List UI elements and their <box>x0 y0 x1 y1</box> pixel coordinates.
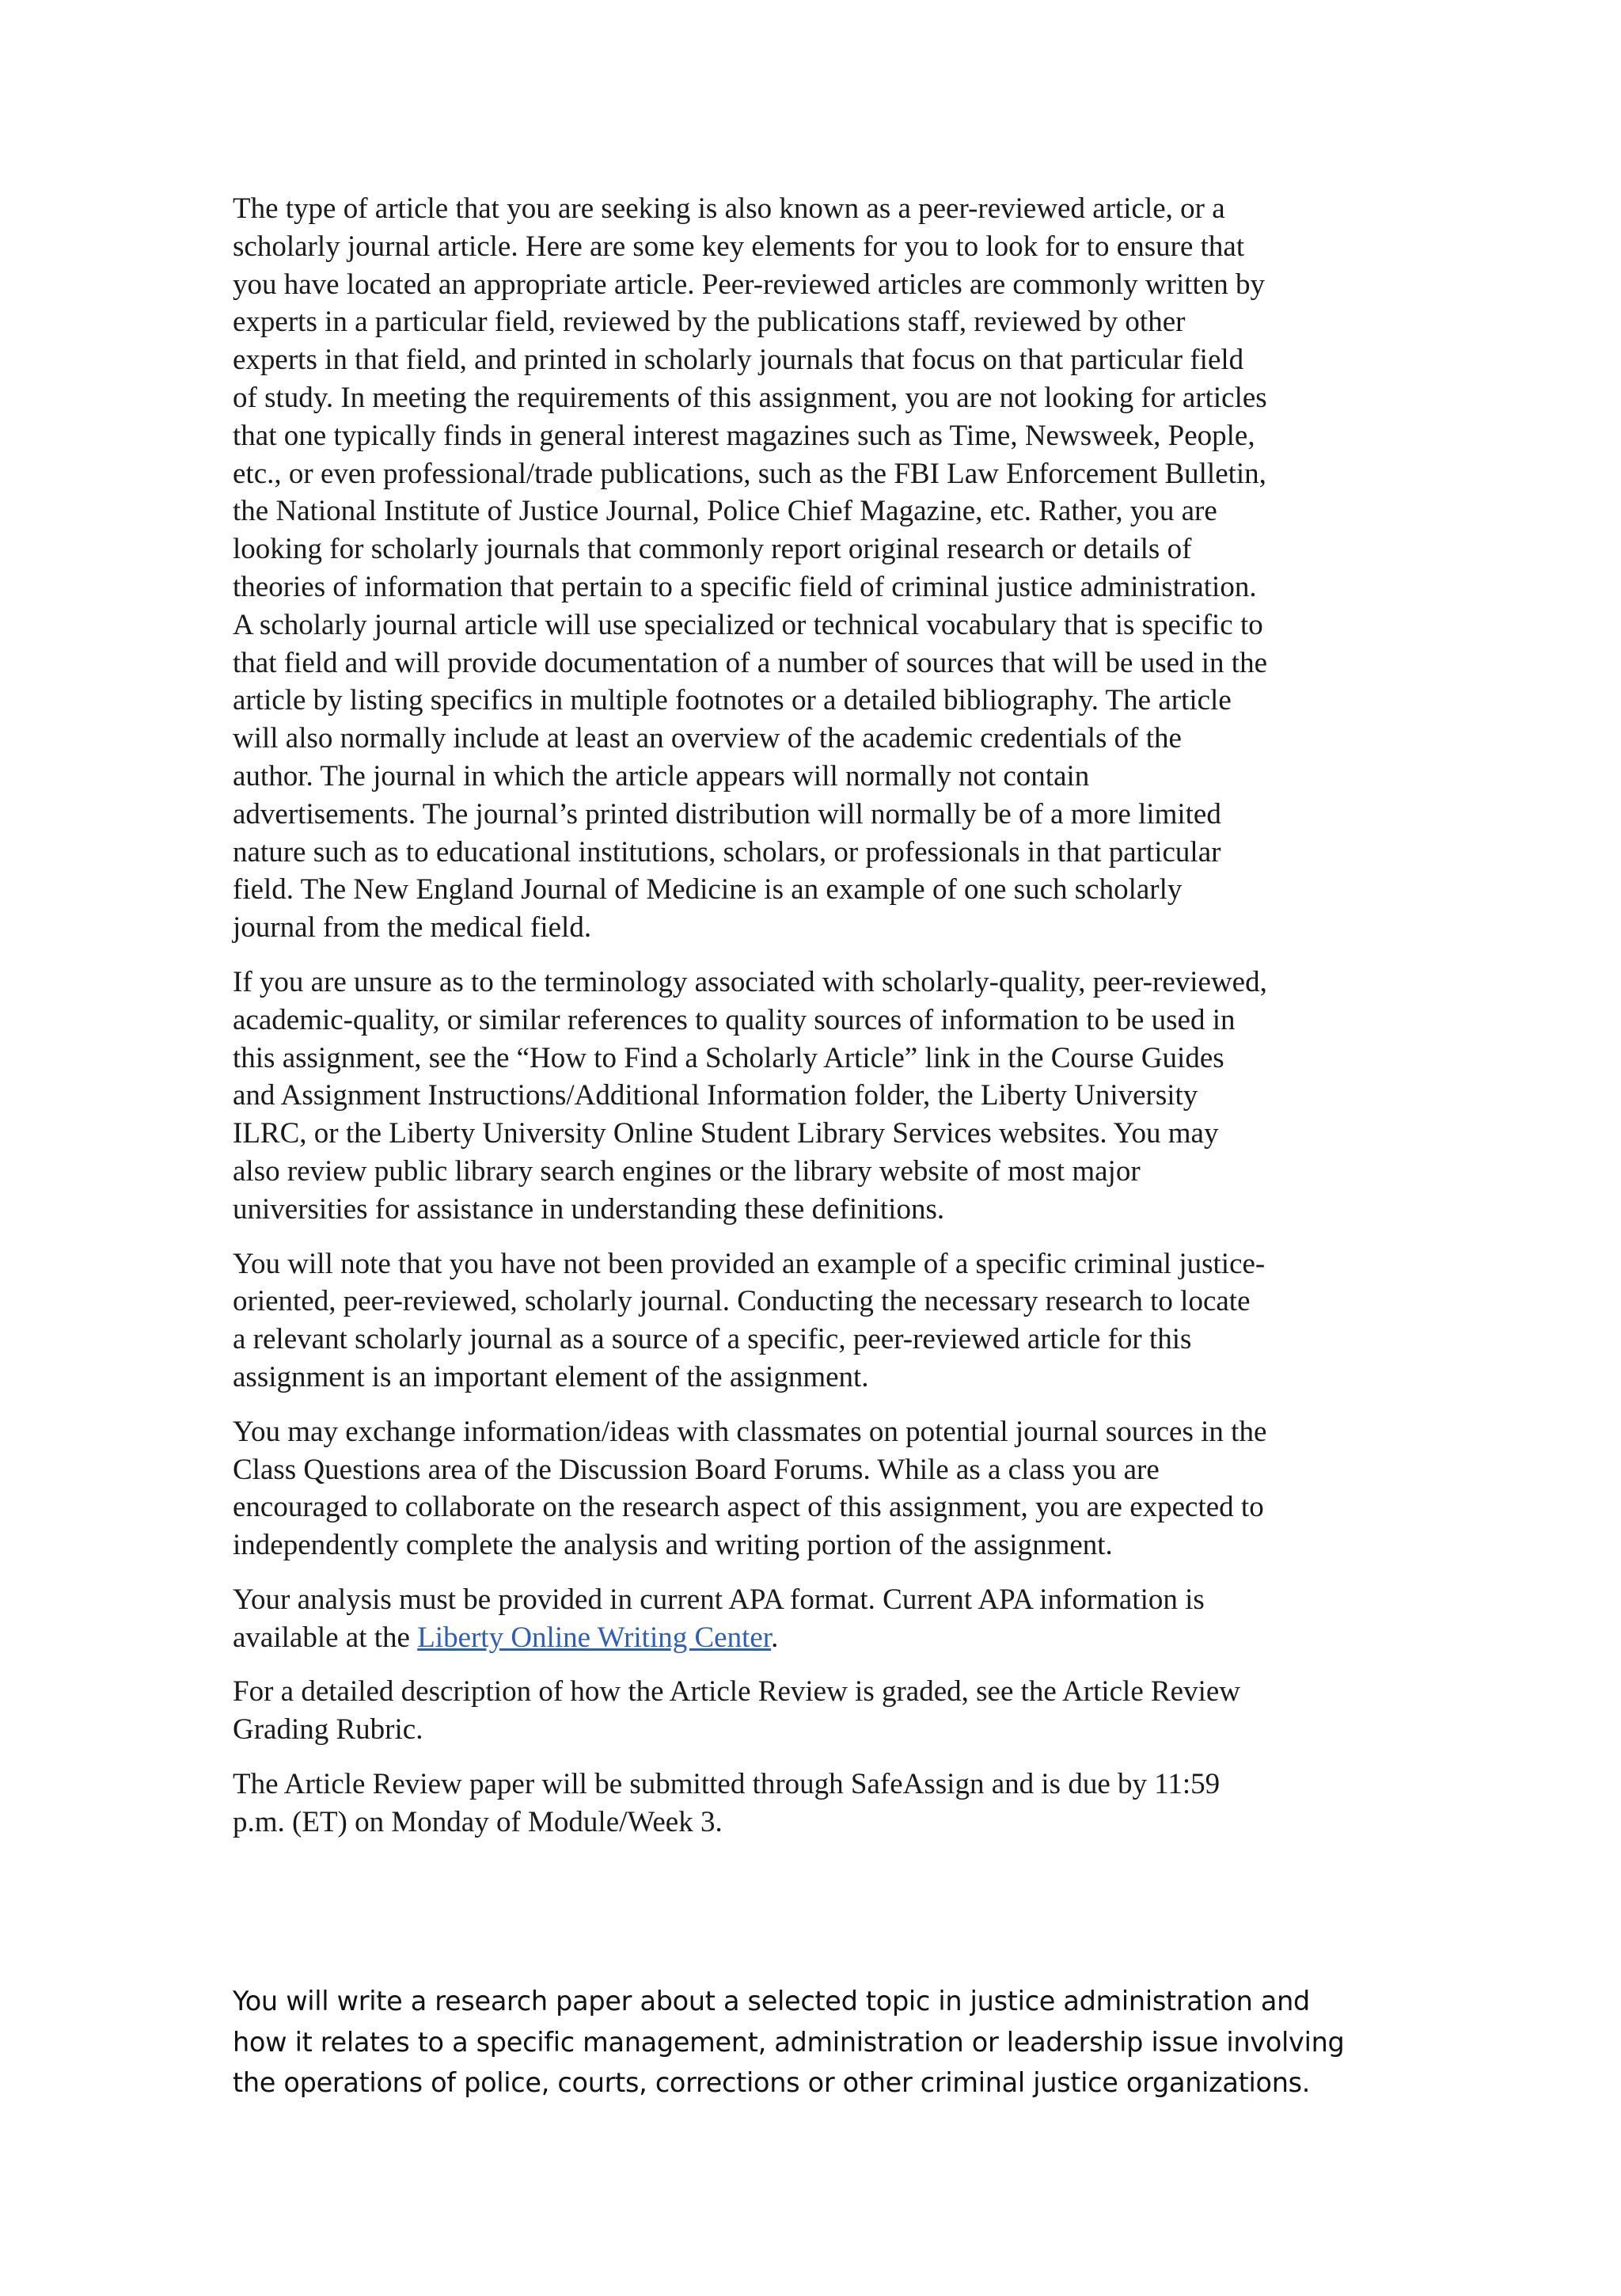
paragraph-peer-reviewed-definition <box>233 190 1420 947</box>
text-line: ILRC, or the Liberty University Online Student Library Services websites. You may <box>233 1117 1219 1150</box>
text-line: advertisements. The journal’s printed distribution will normally be of a more limited <box>233 797 1221 831</box>
assignment-instructions <box>233 190 1420 1858</box>
text-line: universities for assistance in understanding these definitions. <box>233 1192 945 1226</box>
text-line: author. The journal in which the article appears will normally not contain <box>233 759 1090 793</box>
text-line: academic-quality, or similar references to quality sources of information to be used in <box>233 1003 1236 1036</box>
text-line: The Article Review paper will be submitted through SafeAssign and is due by 11:59 <box>233 1768 1220 1801</box>
paragraph-submission-deadline <box>233 1766 1420 1842</box>
text-line: encouraged to collaborate on the research aspect of this assignment, you are expected to <box>233 1491 1264 1524</box>
text-line: article by listing specifics in multiple footnotes or a detailed bibliography. The article <box>233 684 1232 717</box>
liberty-online-writing-center-link[interactable]: Liberty Online Writing Center <box>417 1621 772 1654</box>
text-line: Grading Rubric. <box>233 1713 423 1747</box>
text-line: and Assignment Instructions/Additional Information folder, the Liberty University <box>233 1079 1198 1112</box>
paragraph-apa-format <box>233 1581 1420 1657</box>
text-line: For a detailed description of how the Article Review is graded, see the Article Review <box>233 1675 1241 1709</box>
text-line: Your analysis must be provided in current APA format. Current APA information is <box>233 1583 1205 1616</box>
text-line: looking for scholarly journals that commonly report original research or details of <box>233 533 1192 566</box>
text-line: that one typically finds in general interest magazines such as Time, Newsweek, People, <box>233 419 1255 452</box>
text-line: independently complete the analysis and writing portion of the assignment. <box>233 1529 1113 1562</box>
text-line: theories of information that pertain to a specific field of criminal justice administration. <box>233 570 1257 603</box>
text-line: You will write a research paper about a selected topic in justice administration and <box>233 1986 1310 2017</box>
text-fragment: . <box>771 1621 779 1654</box>
text-line: You will note that you have not been provided an example of a specific criminal justice- <box>233 1247 1266 1280</box>
paragraph-terminology <box>233 964 1420 1229</box>
text-line <box>233 1619 1420 1657</box>
text-line: journal from the medical field. <box>233 911 592 945</box>
text-line: p.m. (ET) on Monday of Module/Week 3. <box>233 1805 723 1838</box>
text-line: scholarly journal article. Here are some key elements for you to look for to ensure that <box>233 230 1245 263</box>
text-line: how it relates to a specific management, administration or leadership issue involving <box>233 2026 1345 2058</box>
text-line: etc., or even professional/trade publications, such as the FBI Law Enforcement Bulletin, <box>233 457 1266 490</box>
text-line: also review public library search engines or the library website of most major <box>233 1154 1141 1188</box>
text-line: field. The New England Journal of Medicine is an example of one such scholarly <box>233 873 1183 907</box>
text-line: you have located an appropriate article. Peer-reviewed articles are commonly written by <box>233 268 1265 301</box>
text-line: of study. In meeting the requirements of this assignment, you are not looking for articles <box>233 381 1267 414</box>
text-line: a relevant scholarly journal as a source of a specific, peer-reviewed article for this <box>233 1323 1192 1356</box>
text-line: experts in a particular field, reviewed by the publications staff, reviewed by other <box>233 306 1186 339</box>
text-line: will also normally include at least an overview of the academic credentials of the <box>233 722 1182 755</box>
text-line: The type of article that you are seeking is also known as a peer-reviewed article, or a <box>233 192 1225 225</box>
text-line: this assignment, see the “How to Find a Scholarly Article” link in the Course Guides <box>233 1041 1224 1074</box>
text-fragment: available at the <box>233 1621 418 1654</box>
research-paper-summary <box>233 1981 1420 2104</box>
text-line: the National Institute of Justice Journal, Police Chief Magazine, etc. Rather, you are <box>233 495 1217 528</box>
text-line: A scholarly journal article will use specialized or technical vocabulary that is specific to <box>233 608 1263 641</box>
text-line: assignment is an important element of the assignment. <box>233 1360 869 1393</box>
paragraph-collaboration <box>233 1413 1420 1564</box>
paragraph-grading-rubric <box>233 1673 1420 1749</box>
text-line: experts in that field, and printed in scholarly journals that focus on that particular field <box>233 344 1244 377</box>
paragraph-no-example-provided <box>233 1245 1420 1397</box>
text-line: You may exchange information/ideas with classmates on potential journal sources in the <box>233 1415 1267 1448</box>
text-line: oriented, peer-reviewed, scholarly journal. Conducting the necessary research to locate <box>233 1285 1251 1318</box>
text-line: the operations of police, courts, corrections or other criminal justice organizations. <box>233 2067 1311 2098</box>
text-line: nature such as to educational institutions, scholars, or professionals in that particular <box>233 835 1221 869</box>
text-line: that field and will provide documentation of a number of sources that will be used in the <box>233 646 1267 679</box>
text-line: Class Questions area of the Discussion Board Forums. While as a class you are <box>233 1453 1160 1486</box>
text-line: If you are unsure as to the terminology associated with scholarly-quality, peer-reviewed, <box>233 965 1267 998</box>
